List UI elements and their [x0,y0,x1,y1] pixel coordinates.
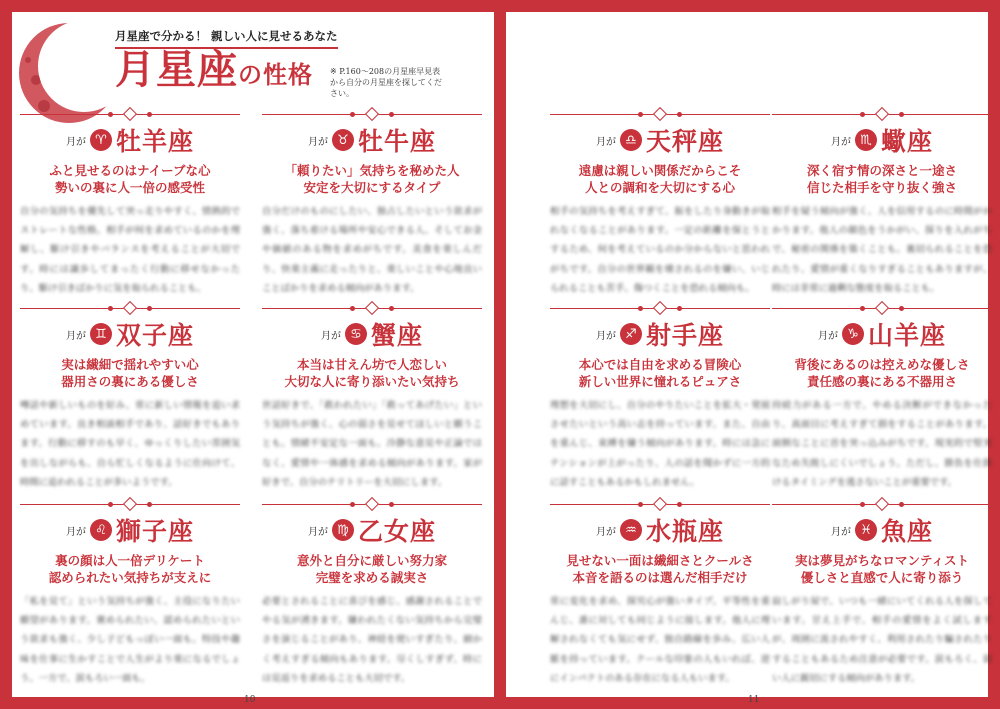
zodiac-card [550,302,770,492]
title-suffix: の性格 [238,60,313,89]
catchphrase-line-2: 勢いの裏に人一倍の感受性 [54,180,205,195]
sign-heading [262,318,482,350]
catchphrase [550,356,770,390]
sign-heading [20,318,240,350]
catchphrase-line-2: 信じた相手を守り抜く強さ [806,180,957,195]
aquarius-icon: ♒ [620,519,642,541]
zodiac-card [20,302,240,492]
catchphrase-line-1: 見せない一面は繊細さとクールさ [566,553,754,568]
catchphrase [20,356,240,390]
sign-name: 乙女座 [357,517,436,546]
libra-icon: ♎ [620,129,642,151]
moon-prefix: 月が [320,330,341,342]
catchphrase [550,552,770,586]
catchphrase-line-2: 優しさと直感で人に寄り添う [800,570,964,585]
catchphrase [262,552,482,586]
zodiac-card [550,108,770,298]
gemini-icon: ♊ [90,323,112,345]
sign-name: 魚座 [880,517,933,546]
catchphrase [262,162,482,196]
sign-name: 蟹座 [370,321,423,350]
catchphrase [20,162,240,196]
sign-description: 「私を見て」という気持ちが強く、主役になりたい願望があります。褒められたい、認められたいという欲求も強く、少し子どもっぽい一面も。特技や趣味を仕事に生かすことで人生がより楽になるでしょう。一方で、涙もろい一面も。 [20,596,240,684]
sign-name: 射手座 [645,321,724,350]
sign-description: 寂しがり屋で、いつも一緒にいてくれる人を探しています。甘え上手で、相手の愛情をよく試しますが、周囲に流されやすく、利用されたり騙されたりすることもあるため注意が必要です。涙もろく、弱い人に親切にする傾向があります。 [772,596,992,684]
divider-ornament [262,498,482,512]
page-number-right: 11 [748,695,760,705]
virgo-icon: ♍ [332,519,354,541]
zodiac-card [772,302,992,492]
moon-prefix: 月が [65,136,86,148]
sign-heading [20,124,240,156]
moon-prefix: 月が [830,136,851,148]
divider-ornament [262,302,482,316]
divider-ornament [20,108,240,122]
sign-description: 持続力がある一方で、やめる決断ができなかったり、真面目に考えすぎて損をすることがあります。面倒なことに首を突っ込みがちです。現実的で堅実なため失敗しにくいでしょう。ただし、勝負を仕掛けるタイミングを逃さないことが重要です。 [772,400,992,488]
sign-heading [262,124,482,156]
sign-description: 噂話や新しいものを好み、常に新しい情報を追い求めています。良き相談相手であり、話好きでもあります。行動に移すのも早く、ゆっくりしたい雰囲気を出しながらも、自ら忙しくなるように仕向けて、時間に追われることが多いようです。 [20,400,240,488]
catchphrase-line-2: 安定を大切にするタイプ [303,180,441,195]
moon-prefix: 月が [595,330,616,342]
moon-prefix: 月が [830,526,851,538]
sign-heading [550,318,770,350]
zodiac-card [772,108,992,298]
sign-heading [20,514,240,546]
cancer-icon: ♋ [345,323,367,345]
catchphrase [772,356,992,390]
divider-ornament [262,108,482,122]
catchphrase-line-1: 実は夢見がちなロマンティスト [794,553,969,568]
sign-heading [772,514,992,546]
sign-description: 相手の気持ちを考えすぎて、振をしたり身動きが取れなくなることがあります。一定の距離を保とうとするため、何を考えているのか分からないと思われがちです。自分の世界観を壊されるのを嫌い、いじられることも苦手。傷つくことを恐れる傾向も。 [550,206,770,294]
sign-description: 自分だけのものにしたい、独占したいという欲求が強く、落ち着ける場所や安心できる人、そしてお金や価値のある物を求めがちです。美食を楽しんだり、快楽主義に走ったりと、楽しいことや心地良いことばかりを求める傾向があります。 [262,206,482,294]
zodiac-card [20,498,240,688]
catchphrase-line-2: 人との調和を大切にする心 [584,180,735,195]
sign-description: 常に変化を求め、探究心が強いタイプ。平等性を重んじ、誰に対しても同じように接します。他人に理解されなくても気にせず、独自路線を歩み、広い人脈を持っています。クールな印象の人もいれば、逆にインパクトのある存在になる人もいます。 [550,596,770,684]
sign-description: 世話好きで、「救われたい」「救ってあげたい」という気持ちが強く、心の弱さを見せてほしいと願うことも。情緒不安定な一面も。冷静な意見や正論ではなく、愛情や一体感を求める傾向があります。家が好きで、自分のテリトリーを大切にします。 [262,400,482,488]
sign-description: 相手を疑う傾向が強く、人を信用するのに時間がかかります。他人の顔色をうかがい、探りを入れがちで、秘密の関係を築くことも。裏切られることを恐れたり、愛情が重くなりすぎることもありますが、時には非常に過剰な態度を取ることも。 [772,206,992,294]
sign-heading [550,514,770,546]
catchphrase-line-1: 本当は甘えん坊で人恋しい [296,357,447,372]
sign-description: 理想を大切にし、自分のやりたいことを拡大・発展させたいという高い志を持っています。また、自由を重んじ、束縛を嫌う傾向があります。時には急にテンションが上がったり、人の話を聞かずに一方的に話すこともあるかもしれません。 [550,400,770,488]
moon-prefix: 月が [307,136,328,148]
sagittarius-icon: ♐ [620,323,642,345]
taurus-icon: ♉ [332,129,354,151]
moon-prefix: 月が [65,526,86,538]
catchphrase-line-1: 実は繊細で揺れやすい心 [61,357,199,372]
sign-name: 山羊座 [867,321,946,350]
divider-ornament [20,498,240,512]
header-note: ※ P.160～208の月星座早見表から自分の月星座を探してください。 [330,67,442,98]
catchphrase-line-1: 裏の顔は人一倍デリケート [55,553,205,568]
moon-prefix: 月が [817,330,838,342]
title-main: 月星座 [115,46,238,93]
sign-name: 牡牛座 [357,127,436,156]
catchphrase [550,162,770,196]
catchphrase-line-2: 責任感の裏にある不器用さ [806,374,957,389]
catchphrase-line-1: 遠慮は親しい関係だからこそ [578,163,742,178]
zodiac-card [20,108,240,298]
book-gutter [494,0,506,709]
sign-heading [262,514,482,546]
catchphrase [262,356,482,390]
divider-ornament [20,302,240,316]
catchphrase-line-1: 「頼りたい」気持ちを秘めた人 [284,163,460,178]
sign-description: 自分の気持ちを優先して突っ走りやすく、情熱的でストレートな性格。相手が何を求めているのかを理解し、駆け引きやバランスを考えることが大切です。時には譲歩してまったく行動に移せなかったり、駆け引きばかりに気を取られることも。 [20,206,240,294]
moon-prefix: 月が [307,526,328,538]
zodiac-card [262,108,482,298]
sign-heading [772,318,992,350]
zodiac-card [262,498,482,688]
moon-prefix: 月が [65,330,86,342]
zodiac-card [550,498,770,688]
moon-prefix: 月が [595,526,616,538]
divider-ornament [772,302,992,316]
divider-ornament [772,498,992,512]
pisces-icon: ♓ [855,519,877,541]
catchphrase-line-2: 器用さの裏にある優しさ [61,374,199,389]
sign-heading [772,124,992,156]
sign-name: 水瓶座 [645,517,724,546]
catchphrase-line-2: 完璧を求める誠実さ [315,570,429,585]
zodiac-card [262,302,482,492]
sign-name: 獅子座 [115,517,194,546]
zodiac-card [772,498,992,688]
sign-name: 双子座 [115,321,194,350]
catchphrase-line-2: 本音を語るのは選んだ相手だけ [572,570,748,585]
catchphrase-line-1: 背後にあるのは控えめな優しさ [794,357,970,372]
leo-icon: ♌ [90,519,112,541]
catchphrase [20,552,240,586]
sign-name: 天秤座 [645,127,724,156]
page-number-left: 10 [244,695,256,705]
page-title [115,48,313,97]
sign-heading [550,124,770,156]
header-eyebrow: 月星座で分かる！ 親しい人に見せるあなた [115,28,338,49]
divider-ornament [550,302,770,316]
sign-name: 蠍座 [880,127,933,156]
divider-ornament [550,498,770,512]
sign-description: 必要とされることに喜びを感じ、感謝されることでやる気が湧きます。嫌われたくない気持ちから完璧さを演じることがあり、神経を使いすぎたり、細かく考えすぎる傾向もあります。尽くしすぎず、時には見返りを求めることも大切です。 [262,596,482,684]
aries-icon: ♈ [90,129,112,151]
divider-ornament [772,108,992,122]
catchphrase-line-2: 大切な人に寄り添いたい気持ち [284,374,460,389]
catchphrase-line-1: 深く宿す情の深さと一途さ [806,163,957,178]
catchphrase-line-2: 新しい世界に憧れるピュアさ [578,374,742,389]
divider-ornament [550,108,770,122]
catchphrase [772,552,992,586]
scorpio-icon: ♏ [855,129,877,151]
capricorn-icon: ♑ [842,323,864,345]
catchphrase-line-1: 本心では自由を求める冒険心 [578,357,742,372]
moon-prefix: 月が [595,136,616,148]
catchphrase-line-1: ふと見せるのはナイーブな心 [49,163,211,178]
catchphrase-line-2: 認められたい気持ちが支えに [48,570,212,585]
catchphrase-line-1: 意外と自分に厳しい努力家 [296,553,447,568]
catchphrase [772,162,992,196]
sign-name: 牡羊座 [115,127,194,156]
